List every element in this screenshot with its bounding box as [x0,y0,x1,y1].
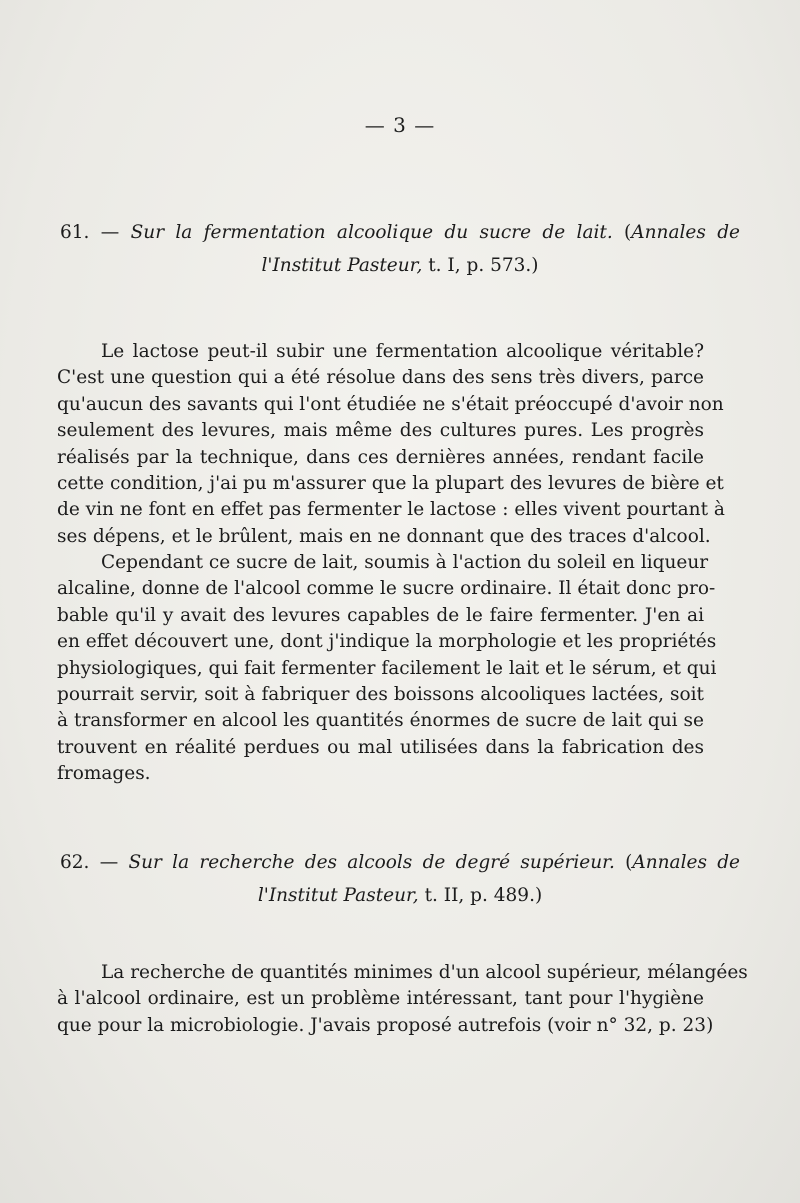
entry-61-number: 61. — [60,222,131,243]
entry-62-journal-cont: l'Institut Pasteur, [257,885,419,906]
text-line: de vin ne font en effet pas fermenter le lactose : elles vivent pourtant à [57,499,725,521]
text-line: fromages. [57,763,151,785]
entry-61-paragraph-2 [57,550,717,788]
entry-62-heading [60,846,740,912]
text-line: pourrait servir, soit à fabriquer des boissons alcooliques lactées, soit [57,684,704,706]
text-line: seulement des levures, mais même des cultures pures. Les progrès [57,420,704,442]
entry-62-heading-line-1: 62. — Sur la recherche des alcools de degré supérieur. (Annales de [60,852,741,873]
text-line: à l'alcool ordinaire, est un problème intéressant, tant pour l'hygiène [57,988,704,1010]
text-line: Cependant ce sucre de lait, soumis à l'action du soleil en liqueur [101,552,709,573]
entry-62-reference: t. II, p. 489.) [418,885,543,906]
entry-62-paragraph-1 [57,960,748,1039]
text-line: ses dépens, et le brûlent, mais en ne donnant que des traces d'alcool. [57,525,711,547]
text-line: à transformer en alcool les quantités énormes de sucre de lait qui se [57,710,704,732]
text-line: qu'aucun des savants qui l'ont étudiée ne s'était préoccupé d'avoir non [57,393,724,415]
text-line: trouvent en réalité perdues ou mal utilisées dans la fabrication des [57,736,704,758]
entry-62-journal: Annales de [632,852,741,873]
entry-61-reference: t. I, p. 573.) [422,255,539,276]
entry-61-heading-line-1: 61. — Sur la fermentation alcoolique du sucre de lait. (Annales de [60,222,740,243]
text-line: Le lactose peut-il subir une fermentation alcoolique véritable? [101,341,704,362]
text-line: que pour la microbiologie. J'avais proposé autrefois (voir n° 32, p. 23) [57,1014,714,1036]
text-line: bable qu'il y avait des levures capables de le faire fermenter. J'en ai [57,604,704,626]
text-line: alcaline, donne de l'alcool comme le sucre ordinaire. Il était donc pro- [57,578,716,600]
text-line: C'est une question qui a été résolue dans des sens très divers, parce [57,367,704,389]
entry-61-journal: Annales de [631,222,740,243]
text-line: en effet découvert une, dont j'indique la morphologie et les propriétés [57,631,717,653]
text-line: physiologiques, qui fait fermenter facilement le lait et le sérum, et qui [57,657,717,679]
entry-62-number: 62. — [60,852,129,873]
entry-62-title: Sur la recherche des alcools de degré supérieur. [128,852,615,873]
entry-61-paragraph-1 [57,339,725,550]
text-line: cette condition, j'ai pu m'assurer que la plupart des levures de bière et [57,473,724,495]
page-number: — 3 — [364,113,436,137]
text-line: réalisés par la technique, dans ces dernières années, rendant facile [57,446,704,468]
entry-61-journal-cont: l'Institut Pasteur, [261,255,423,276]
entry-62-heading-line-2 [60,879,740,912]
entry-61-heading [60,216,740,282]
entry-61-heading-line-2 [60,249,740,282]
text-line: La recherche de quantités minimes d'un alcool supérieur, mélangées [101,962,748,983]
entry-61-title: Sur la fermentation alcoolique du sucre de lait. [130,222,613,243]
